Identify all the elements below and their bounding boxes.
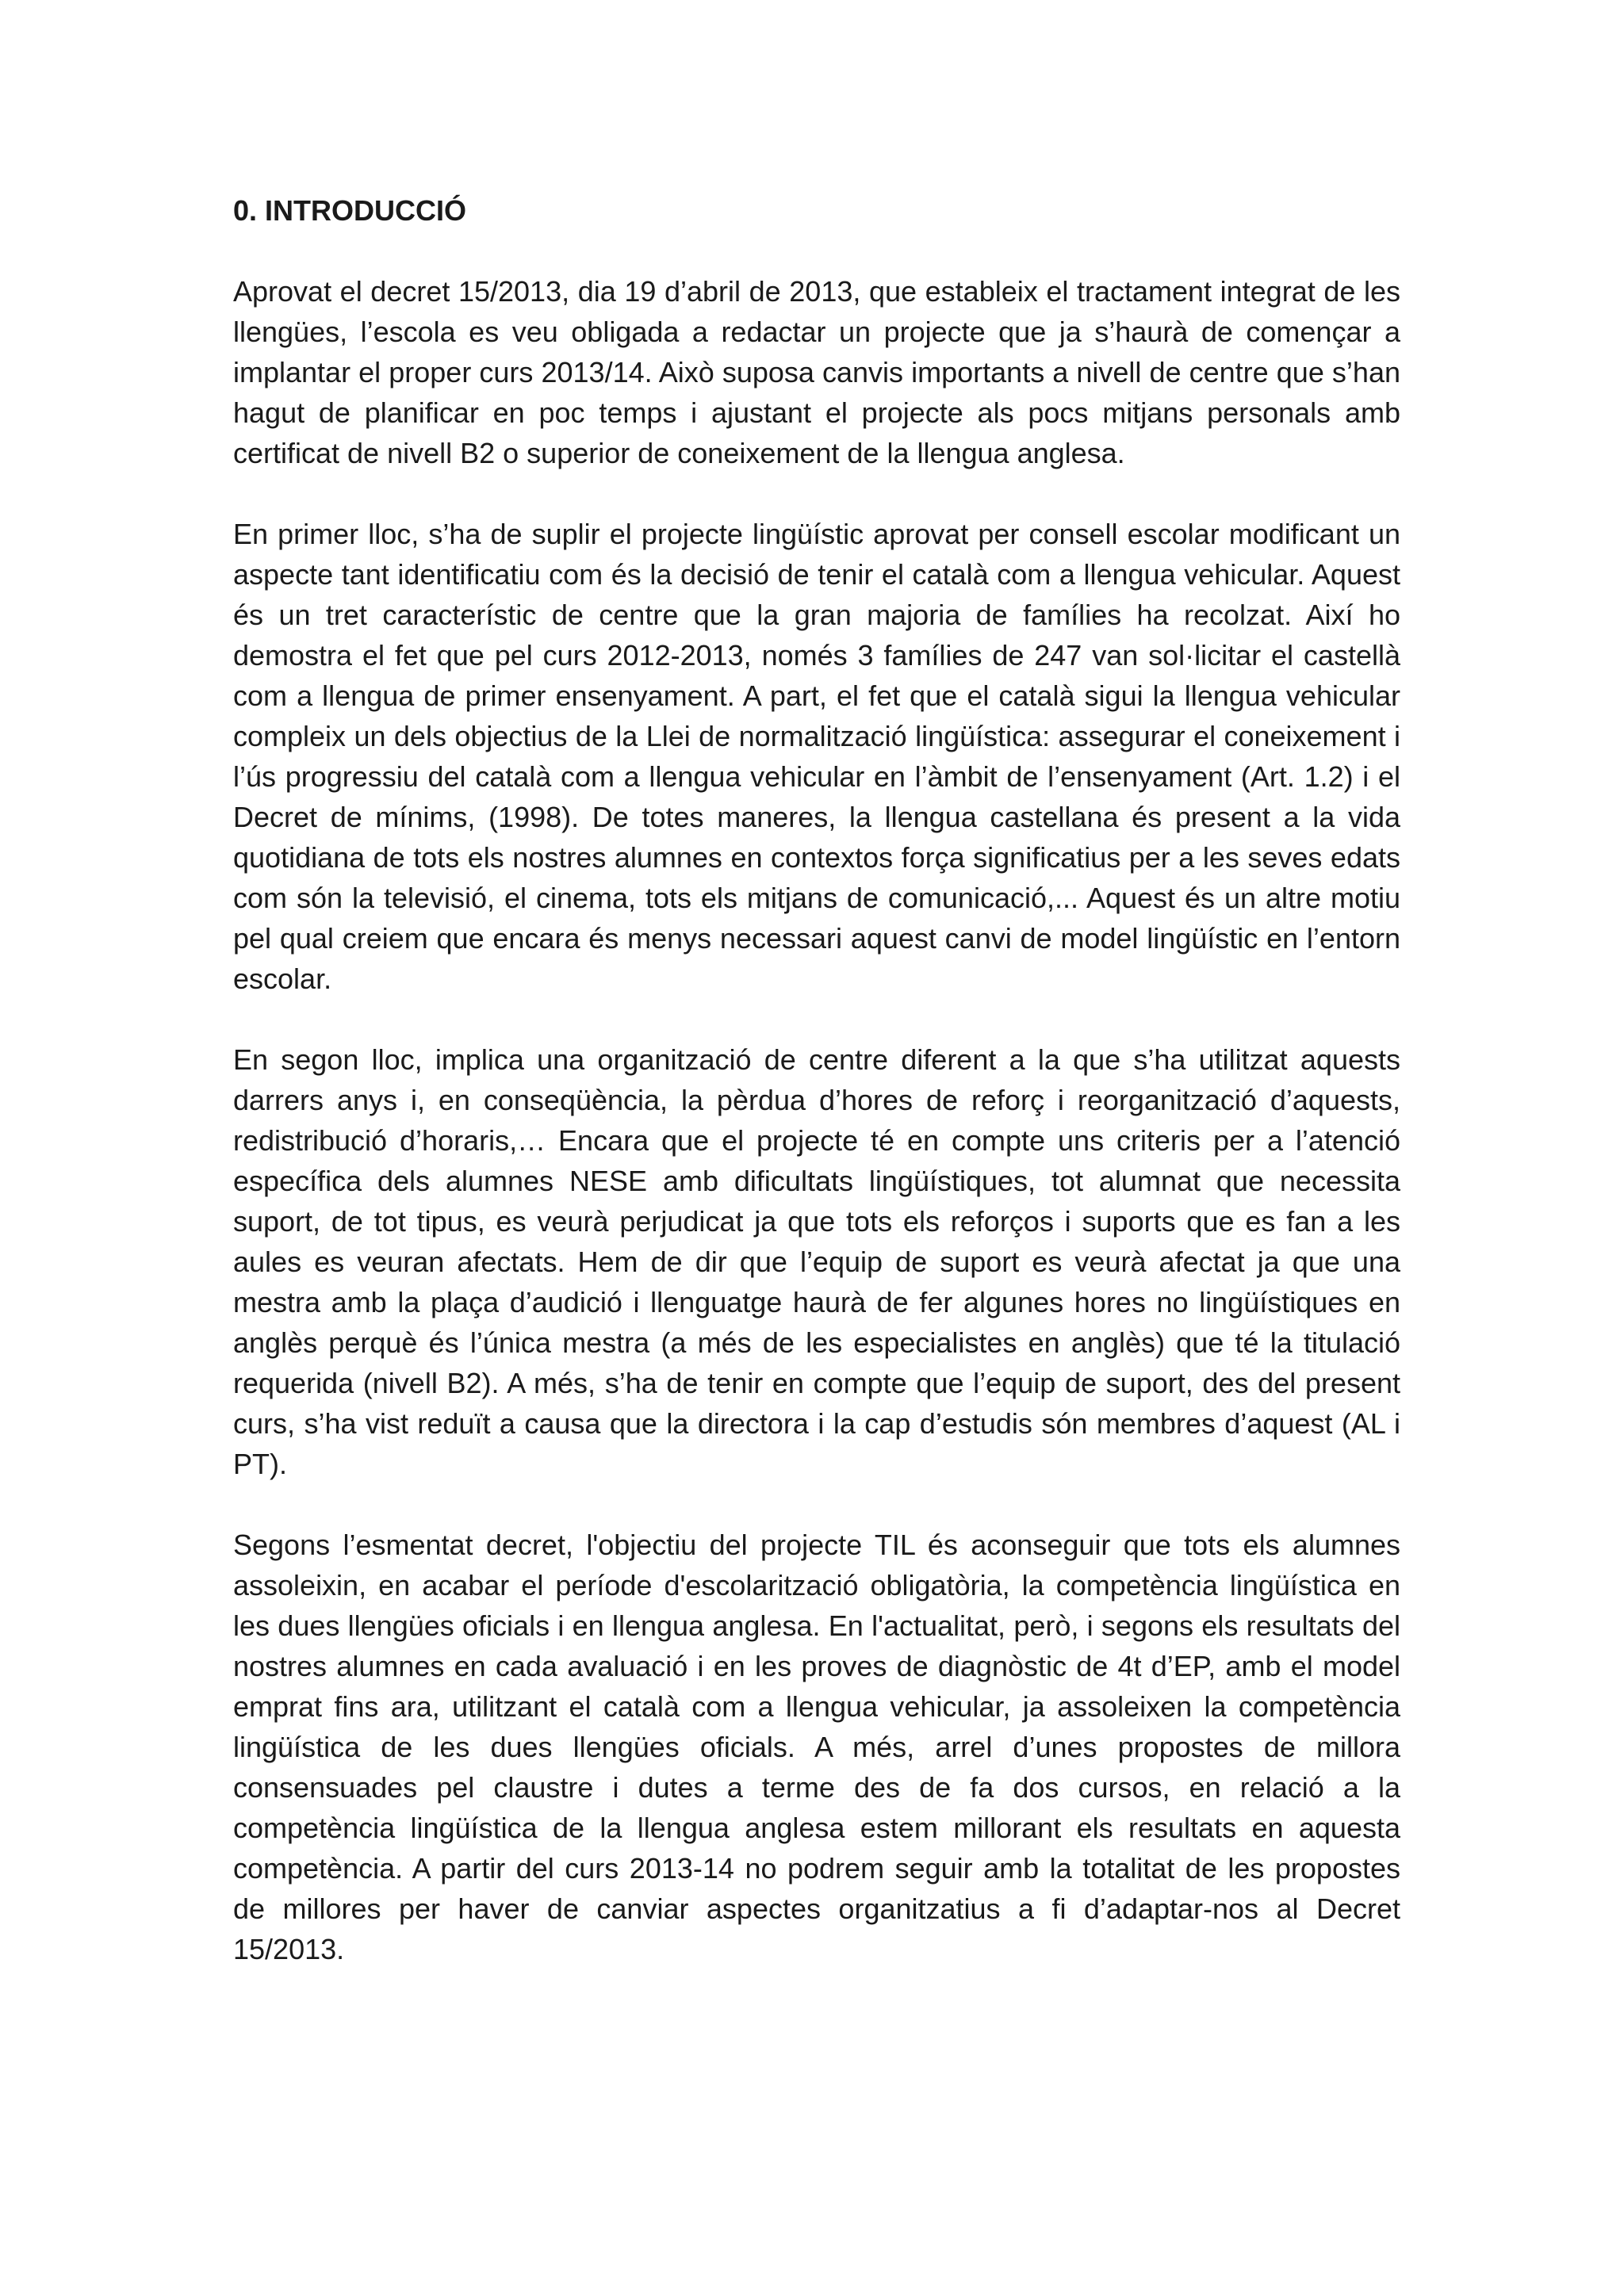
paragraph-1: Aprovat el decret 15/2013, dia 19 d’abril de 2013, que estableix el tractament integrat de les llengües, l’escola es veu obligada a redactar un projecte que ja s’haurà de començar a implantar el proper curs 2013/14. Això suposa canvis importants a nivell de centre que s’han hagut de planificar en poc temps i ajustant el projecte als pocs mitjans personals amb certificat de nivell B2 o superior de coneixement de la llengua anglesa.: [233, 275, 1400, 469]
paragraph-3: En segon lloc, implica una organització de centre diferent a la que s’ha utilitzat aquests darrers anys i, en conseqüència, la pèrdua d’hores de reforç i reorganització d’aquests, redistribució d’horaris,… Encara que el projecte té en compte uns criteris per a l’atenció específica dels alumnes NESE amb dificultats lingüístiques, tot alumnat que necessita suport, de tot tipus, es veurà perjudicat ja que tots els reforços i suports que es fan a les aules es veuran afectats. Hem de dir que l’equip de suport es veurà afectat ja que una mestra amb la plaça d’audició i llenguatge haurà de fer algunes hores no lingüístiques en anglès perquè és l’única mestra (a més de les especialistes en anglès) que té la titulació requerida (nivell B2). A més, s’ha de tenir en compte que l’equip de suport, des del present curs, s’ha vist reduït a causa que la directora i la cap d’estudis són membres d’aquest (AL i PT).: [233, 1043, 1400, 1480]
paragraph-4: Segons l’esmentat decret, l'objectiu del projecte TIL és aconseguir que tots els alumnes assoleixin, en acabar el període d'escolarització obligatòria, la competència lingüística en les dues llengües oficials i en llengua anglesa. En l'actualitat, però, i segons els resultats del nostres alumnes en cada avaluació i en les proves de diagnòstic de 4t d’EP, amb el model emprat fins ara, utilitzant el català com a llengua vehicular, ja assoleixen la competència lingüística de les dues llengües oficials. A més, arrel d’unes propostes de millora consensuades pel claustre i dutes a terme des de fa dos cursos, en relació a la competència lingüística de la llengua anglesa estem millorant els resultats en aquesta competència. A partir del curs 2013-14 no podrem seguir amb la totalitat de les propostes de millores per haver de canviar aspectes organitzatius a fi d’adaptar-nos al Decret 15/2013.: [233, 1529, 1400, 1965]
paragraph-2: En primer lloc, s’ha de suplir el projecte lingüístic aprovat per consell escolar modificant un aspecte tant identificatiu com és la decisió de tenir el català com a llengua vehicular. Aquest és un tret característic de centre que la gran majoria de famílies ha recolzat. Així ho demostra el fet que pel curs 2012-2013, només 3 famílies de 247 van sol·licitar el castellà com a llengua de primer ensenyament. A part, el fet que el català sigui la llengua vehicular compleix un dels objectius de la Llei de normalització lingüística: assegurar el coneixement i l’ús progressiu del català com a llengua vehicular en l’àmbit de l’ensenyament (Art. 1.2) i el Decret de mínims, (1998). De totes maneres, la llengua castellana és present a la vida quotidiana de tots els nostres alumnes en contextos força significatius per a les seves edats com són la televisió, el cinema, tots els mitjans de comunicació,... Aquest és un altre motiu pel qual creiem que encara és menys necessari aquest canvi de model lingüístic en l’entorn escolar.: [233, 518, 1400, 995]
section-heading: 0. INTRODUCCIÓ: [233, 194, 467, 227]
document-page: [233, 190, 1400, 1969]
